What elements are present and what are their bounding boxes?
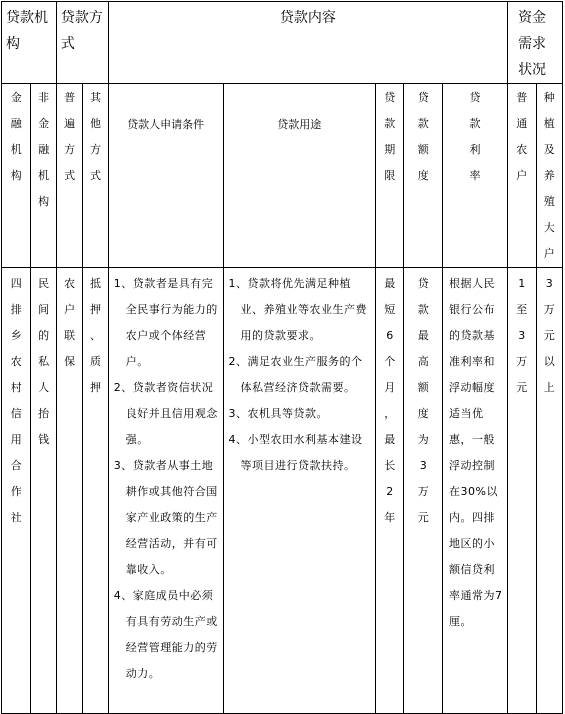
glyph: 乡	[10, 329, 22, 342]
vertical-text	[537, 84, 562, 267]
conditions-list	[109, 268, 223, 687]
glyph: 为	[417, 433, 429, 446]
glyph: 元	[543, 329, 555, 342]
glyph: 作	[10, 485, 22, 498]
glyph: 1	[518, 277, 526, 290]
vertical-text	[404, 84, 442, 189]
glyph: 度	[417, 407, 429, 420]
vertical-text	[404, 268, 442, 531]
glyph: 融	[38, 143, 50, 156]
purpose-item: 3、农机具等贷款。	[228, 407, 329, 420]
glyph: 农	[516, 143, 528, 156]
vertical-text	[31, 84, 55, 215]
glyph: 合	[10, 459, 22, 472]
vertical-text	[83, 268, 107, 401]
glyph: 殖	[543, 195, 555, 208]
glyph: 上	[543, 381, 555, 394]
glyph: 万	[516, 355, 528, 368]
cell-term	[375, 268, 403, 714]
glyph: 民	[38, 277, 50, 290]
glyph: 抵	[90, 277, 101, 290]
vertical-text	[83, 84, 107, 189]
glyph: 2	[386, 485, 394, 498]
cell-ordinary-farmers	[508, 268, 536, 714]
glyph: 方	[90, 143, 101, 156]
glyph: 额	[417, 381, 429, 394]
glyph: 方	[64, 143, 76, 156]
condition-item: 3、贷款者从事土地耕作或其他符合国家产业政策的生产经营活动，并有可靠收入。	[113, 459, 218, 576]
glyph: 限	[384, 169, 396, 182]
vertical-text	[376, 268, 403, 531]
header-method: 贷款方式	[56, 2, 108, 84]
glyph: 以	[543, 355, 555, 368]
glyph: 率	[469, 169, 481, 182]
vertical-text	[537, 268, 562, 401]
cell-purpose	[223, 268, 375, 714]
vertical-text	[31, 268, 55, 453]
glyph: 人	[38, 381, 50, 394]
glyph: 机	[10, 143, 22, 156]
vertical-text	[2, 84, 30, 189]
cell-rate: 根据人民银行公布的贷款基准利率和浮动幅度适当优惠，一般浮动控制在30%以内。四排地区的小额信贷利率通常为7厘。	[443, 268, 508, 714]
subheader-conditions: 贷款人申请条件	[108, 84, 223, 268]
vertical-text	[508, 84, 535, 189]
glyph: 贷	[417, 91, 429, 104]
glyph: 贷	[417, 277, 429, 290]
purpose-item: 4、小型农田水利基本建设等项目进行贷款扶持。	[228, 433, 363, 472]
glyph: 质	[90, 355, 101, 368]
glyph: 6	[386, 329, 394, 342]
purpose-item: 1、贷款将优先满足种植业、养殖业等农业生产费用的贷款要求。	[228, 277, 368, 342]
vertical-text	[508, 268, 535, 401]
cell-large-farmers	[536, 268, 562, 714]
glyph: 年	[384, 511, 396, 524]
glyph: 社	[10, 511, 22, 524]
vertical-text	[57, 84, 82, 189]
glyph: 普	[516, 91, 528, 104]
glyph: 最	[384, 433, 396, 446]
glyph: 款	[417, 117, 429, 130]
glyph: 的	[38, 329, 50, 342]
cell-ordinary	[56, 268, 82, 714]
vertical-text	[376, 84, 403, 189]
glyph: 式	[90, 169, 101, 182]
glyph: 元	[417, 511, 429, 524]
cell-financial	[2, 268, 31, 714]
glyph: 个	[384, 355, 396, 368]
glyph: 种	[543, 91, 555, 104]
subheader-ordinary	[56, 84, 82, 268]
glyph: 贷	[384, 91, 396, 104]
glyph: 普	[64, 91, 76, 104]
glyph: 排	[10, 303, 22, 316]
subheader-purpose: 贷款用途	[223, 84, 375, 268]
subheader-other	[83, 84, 108, 268]
vertical-text	[57, 268, 82, 375]
glyph: 非	[38, 91, 50, 104]
glyph: 他	[90, 117, 101, 130]
purpose-list	[224, 268, 375, 479]
glyph: 遍	[64, 117, 76, 130]
vertical-text	[2, 268, 30, 531]
glyph: 款	[417, 303, 429, 316]
glyph: 利	[469, 143, 481, 156]
glyph: 户	[543, 247, 555, 260]
cell-other	[83, 268, 108, 714]
glyph: 金	[10, 91, 22, 104]
glyph: 机	[38, 169, 50, 182]
condition-item: 1、贷款者是具有完全民事行为能力的农户或个体经营户。	[113, 277, 218, 368]
glyph: 度	[417, 169, 429, 182]
glyph: 、	[90, 329, 101, 342]
subheader-term	[375, 84, 403, 268]
glyph: 抬	[38, 407, 50, 420]
header-content: 贷款内容	[108, 2, 507, 84]
glyph: 款	[469, 117, 481, 130]
glyph: 期	[384, 143, 396, 156]
glyph: 押	[90, 381, 101, 394]
glyph: 3	[419, 459, 427, 472]
glyph: 钱	[38, 433, 50, 446]
glyph: 元	[516, 381, 528, 394]
glyph: 其	[90, 91, 101, 104]
glyph: 养	[543, 169, 555, 182]
glyph: 大	[543, 221, 555, 234]
glyph: 短	[384, 303, 396, 316]
glyph: 长	[384, 459, 396, 472]
glyph: 保	[64, 355, 76, 368]
header-demand: 资金需求状况	[508, 2, 563, 84]
loan-table	[1, 1, 563, 714]
glyph: 款	[384, 117, 396, 130]
header-institution: 贷款机构	[2, 2, 57, 84]
glyph: 户	[64, 303, 76, 316]
cell-non-financial	[31, 268, 56, 714]
glyph: 构	[10, 169, 22, 182]
glyph: 间	[38, 303, 50, 316]
glyph: 押	[90, 303, 101, 316]
glyph: 金	[38, 117, 50, 130]
vertical-text	[443, 84, 507, 189]
glyph: 式	[64, 169, 76, 182]
glyph: 3	[545, 277, 553, 290]
glyph: 额	[417, 143, 429, 156]
glyph: 融	[10, 117, 22, 130]
glyph: 信	[10, 407, 22, 420]
glyph: 用	[10, 433, 22, 446]
condition-item: 4、家庭成员中必须有具有劳动生产或经营管理能力的劳动力。	[113, 589, 218, 680]
condition-item: 2、贷款者资信状况良好并且信用观念强。	[113, 381, 218, 446]
glyph: 农	[64, 277, 76, 290]
subheader-financial	[2, 84, 31, 268]
glyph: 植	[543, 117, 555, 130]
glyph: 私	[38, 355, 50, 368]
glyph: 户	[516, 169, 528, 182]
glyph: 最	[417, 329, 429, 342]
glyph: 万	[417, 485, 429, 498]
glyph: 贷	[469, 91, 481, 104]
glyph: 通	[516, 117, 528, 130]
glyph: 四	[10, 277, 22, 290]
glyph: ，	[384, 407, 396, 420]
subheader-large-farmers	[536, 84, 562, 268]
purpose-item: 2、满足农业生产服务的个体私营经济贷款需要。	[228, 355, 363, 394]
glyph: 构	[38, 195, 50, 208]
subheader-amount	[404, 84, 443, 268]
glyph: 最	[384, 277, 396, 290]
glyph: 农	[10, 355, 22, 368]
glyph: 及	[543, 143, 555, 156]
glyph: 月	[384, 381, 396, 394]
cell-conditions	[108, 268, 223, 714]
subheader-rate	[443, 84, 508, 268]
subheader-non-financial	[31, 84, 56, 268]
glyph: 万	[543, 303, 555, 316]
glyph: 3	[518, 329, 526, 342]
glyph: 高	[417, 355, 429, 368]
subheader-ordinary-farmers	[508, 84, 536, 268]
glyph: 联	[64, 329, 76, 342]
glyph: 至	[516, 303, 528, 316]
cell-amount	[404, 268, 443, 714]
glyph: 村	[10, 381, 22, 394]
